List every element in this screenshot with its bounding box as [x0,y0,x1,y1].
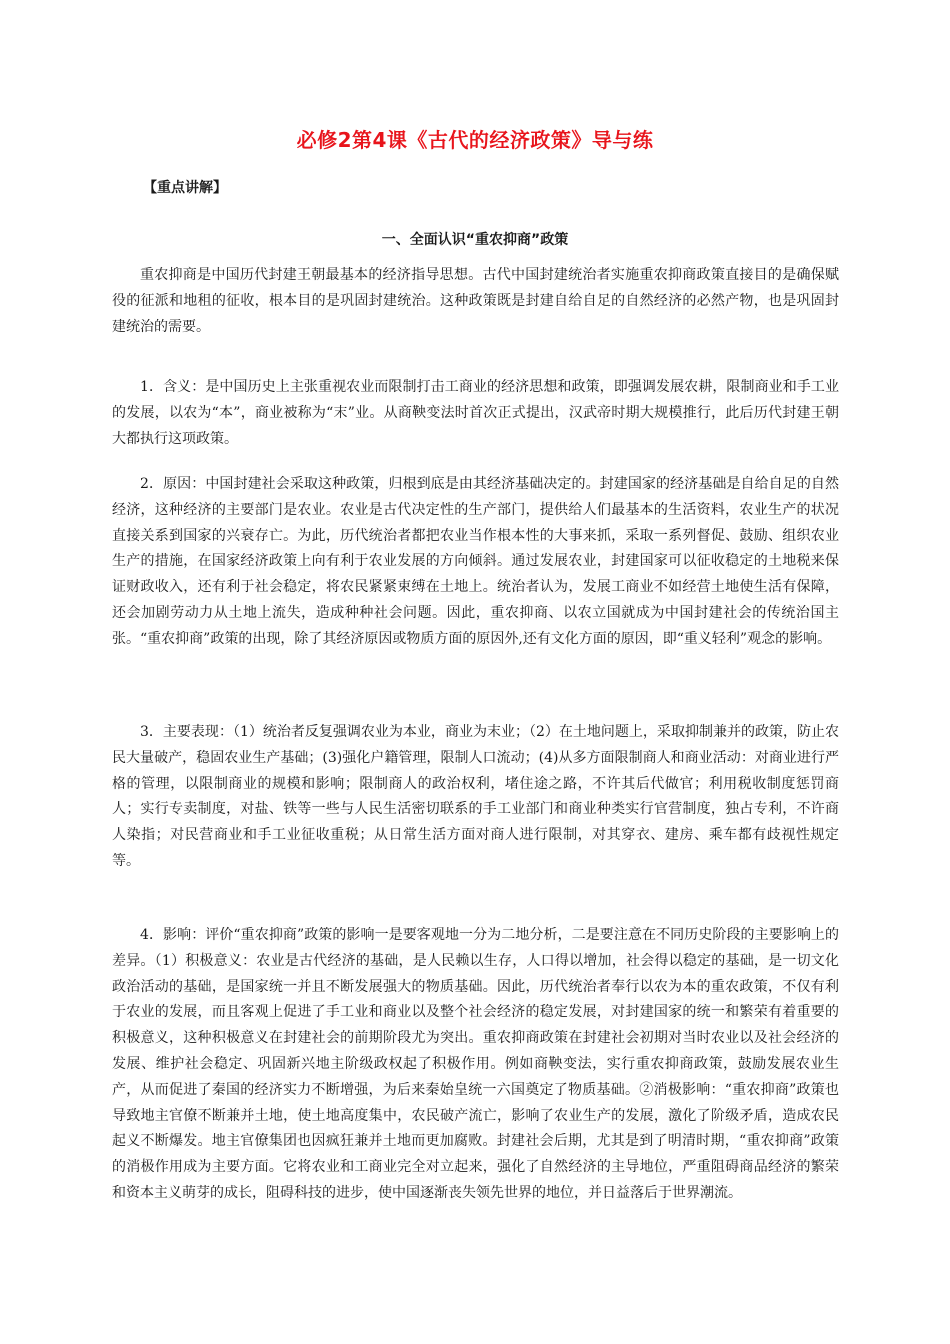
section-heading: 一、全面认识“重农抑商”政策 [381,232,569,248]
paragraph-definition: 1．含义：是中国历史上主张重视农业而限制打击工商业的经济思想和政策，即强调发展农耕，限制商业和手工业的发展，以农为“本”，商业被称为“末”业。从商鞅变法时首次正式提出，汉武帝时期大规模推行，此后历代封建王朝大都执行这项政策。 [112,379,839,447]
section-label: 【重点讲解】 [143,180,227,196]
paragraph-influence: 4．影响：评价“重农抑商”政策的影响一是要客观地一分为二地分析，二是要注意在不同历史阶段的主要影响上的差异。（1）积极意义：农业是古代经济的基础，是人民赖以生存，人口得以增加，社会得以稳定的基础，是一切文化政治活动的基础，是国家统一并且不断发展强大的物质基础。因此，历代统治者奉行以农为本的重农政策，不仅有利于农业的发展，而且客观上促进了手工业和商业以及整个社会经济的稳定发展，对封建国家的统一和繁荣有着重要的积极意义，这种积极意义在封建社会的前期阶段尤为突出。重农抑商政策在封建社会初期对当时农业以及社会经济的发展、维护社会稳定、巩固新兴地主阶级政权起了积极作用。例如商鞅变法，实行重农抑商政策，鼓励发展农业生产，从而促进了秦国的经济实力不断增强，为后来秦始皇统一六国奠定了物质基础。②消极影响：“重农抑商”政策也导致地主官僚不断兼并土地，使土地高度集中，农民破产流亡，影响了农业生产的发展，激化了阶级矛盾，造成农民起义不断爆发。地主官僚集团也因疯狂兼并土地而更加腐败。封建社会后期，尤其是到了明清时期，“重农抑商”政策的消极作用成为主要方面。它将农业和工商业完全对立起来，强化了自然经济的主导地位，严重阻碍商品经济的繁荣和资本主义萌芽的成长，阻碍科技的进步，使中国逐渐丧失领先世界的地位，并日益落后于世界潮流。 [112,927,839,1201]
paragraph-reasons: 2．原因：中国封建社会采取这种政策，归根到底是由其经济基础决定的。封建国家的经济基础是自给自足的自然经济，这种经济的主要部门是农业。农业是古代决定性的生产部门，提供给人们最基本的生活资料，农业生产的状况直接关系到国家的兴衰存亡。为此，历代统治者都把农业当作根本性的大事来抓，采取一系列督促、鼓励、组织农业生产的措施，在国家经济政策上向有利于农业发展的方向倾斜。通过发展农业，封建国家可以征收稳定的土地税来保证财政收入，还有利于社会稳定，将农民紧紧束缚在土地上。统治者认为，发展工商业不如经营土地使生活有保障，还会加剧劳动力从土地上流失，造成种种社会问题。因此，重农抑商、以农立国就成为中国封建社会的传统治国主张。“重农抑商”政策的出现，除了其经济原因或物质方面的原因外,还有文化方面的原因，即“重义轻利”观念的影响。 [112,476,839,647]
paragraph-manifestations: 3．主要表现：（1）统治者反复强调农业为本业，商业为末业；（2）在土地问题上，采取抑制兼并的政策，防止农民大量破产，稳固农业生产基础；(3)强化户籍管理，限制人口流动；(4)从多方面限制商人和商业活动：对商业进行严格的管理，以限制商业的规模和影响；限制商人的政治权利，堵住途之路，不许其后代做官；利用税收制度惩罚商人；实行专卖制度，对盐、铁等一些与人民生活密切联系的手工业部门和商业种类实行官营制度，独占专利，不许商人染指；对民营商业和手工业征收重税；从日常生活方面对商人进行限制，对其穿衣、建房、乘车都有歧视性规定等。 [112,724,839,869]
document-title: 必修2第4课《古代的经济政策》导与练 [296,128,654,152]
paragraph-intro: 重农抑商是中国历代封建王朝最基本的经济指导思想。古代中国封建统治者实施重农抑商政策直接目的是确保赋役的征派和地租的征收，根本目的是巩固封建统治。这种政策既是封建自给自足的自然经济的必然产物，也是巩固封建统治的需要。 [112,267,839,335]
